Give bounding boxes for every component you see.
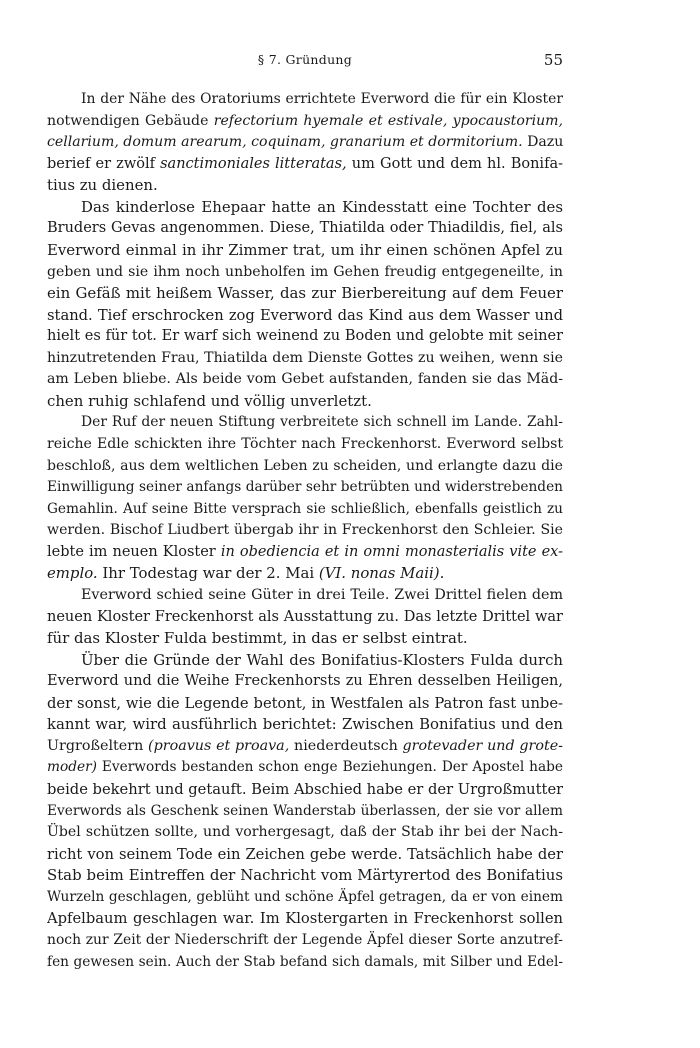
text-line: [47, 542, 563, 564]
text-segment: Einwilligung seiner anfangs darüber sehr betrübten und widerstrebenden: [47, 479, 563, 496]
text-line: [47, 391, 563, 413]
text-line: [47, 650, 563, 672]
text-line: [47, 908, 563, 930]
text-line: [47, 865, 563, 887]
text-segment: Bruders Gevas angenommen. Diese, Thiatilda oder Thiadildis, fiel, als: [47, 220, 563, 237]
text-line: [47, 585, 563, 607]
text-segment: tius zu dienen.: [47, 176, 158, 195]
text-segment: am Leben bliebe. Als beide vom Gebet aufstanden, fanden sie das Mäd-: [47, 371, 563, 388]
text-line: [47, 952, 563, 974]
italic-text-segment: emplo.: [47, 564, 98, 583]
text-line: [47, 801, 563, 823]
text-segment: um Gott und dem hl. Bonifa-: [346, 155, 563, 172]
text-line: [47, 218, 563, 240]
italic-text-segment: sanctimoniales litteratas,: [160, 155, 347, 172]
text-line: [47, 779, 563, 801]
running-head: § 7. Gründung: [257, 52, 353, 67]
text-line: [47, 628, 563, 650]
text-line: [47, 283, 563, 305]
text-segment: Gemahlin. Auf seine Bitte versprach sie schließlich, ebenfalls geistlich zu: [47, 500, 563, 517]
text-segment: lebte im neuen Kloster: [47, 543, 221, 560]
text-segment: Übel schützen sollte, und vorhergesagt, daß der Stab ihr bei der Nach-: [47, 824, 563, 841]
text-line: [47, 930, 563, 952]
text-segment: fen gewesen sein. Auch der Stab befand sich damals, mit Silber und Edel-: [47, 953, 563, 970]
text-line: [47, 154, 563, 176]
text-segment: Everword und die Weihe Freckenhorsts zu Ehren desselben Heiligen,: [47, 673, 563, 690]
italic-text-segment: grotevader und grote-: [402, 737, 563, 754]
text-segment: werden. Bischof Liudbert übergab ihr in Freckenhorst den Schleier. Sie: [47, 522, 563, 539]
text-line: [47, 197, 563, 219]
text-segment: für das Kloster Fulda bestimmt, in das er selbst eintrat.: [47, 629, 468, 648]
italic-text-segment: in obediencia et in omni monasterialis vite ex-: [220, 543, 563, 560]
text-segment: notwendigen Gebäude: [47, 112, 214, 129]
text-line: [47, 499, 563, 521]
text-segment: Urgroßeltern: [47, 737, 149, 754]
text-segment: ein Gefäß mit heißem Wasser, das zur Bierbereitung auf dem Feuer: [47, 284, 563, 303]
text-segment: reiche Edle schickten ihre Töchter nach Freckenhorst. Everword selbst: [47, 436, 563, 452]
text-segment: In der Nähe des Oratoriums errichtete Everword die für ein Kloster: [81, 91, 563, 107]
text-line: [47, 240, 563, 262]
text-segment: Ihr Todestag war der 2. Mai: [97, 564, 319, 583]
text-line: [47, 89, 563, 111]
italic-text-segment: cellarium, domum arearum, coquinam, granarium et dormitorium.: [47, 134, 523, 151]
text-line: [47, 412, 563, 434]
italic-text-segment: (VI. nonas Maii).: [318, 564, 445, 583]
text-line: [47, 326, 563, 348]
body-text: [47, 89, 563, 973]
page-number: 55: [543, 51, 563, 69]
text-segment: berief er zwölf: [47, 155, 161, 172]
text-segment: chen ruhig schlafend und völlig unverletzt.: [47, 391, 372, 410]
italic-text-segment: moder): [47, 759, 97, 776]
text-segment: Das kinderlose Ehepaar hatte an Kindesstatt eine Tochter des: [81, 197, 563, 216]
page-header: [47, 52, 563, 76]
text-segment: Der Ruf der neuen Stiftung verbreitete sich schnell im Lande. Zahl-: [81, 414, 563, 431]
text-segment: beide bekehrt und getauft. Beim Abschied habe er der Urgroßmutter: [47, 781, 563, 798]
text-segment: kannt war, wird ausführlich berichtet: Zwischen Bonifatius und den: [47, 715, 563, 734]
text-segment: neuen Kloster Freckenhorst als Ausstattung zu. Das letzte Drittel war: [47, 608, 563, 625]
text-line: [47, 477, 563, 499]
text-segment: richt von seinem Tode ein Zeichen gebe werde. Tatsächlich habe der: [47, 845, 563, 863]
text-line: [47, 369, 563, 391]
text-line: [47, 434, 563, 456]
text-segment: noch zur Zeit der Niederschrift der Legende Äpfel dieser Sorte anzutref-: [47, 931, 563, 948]
text-segment: hielt es für tot. Er warf sich weinend zu Boden und gelobte mit seiner: [47, 328, 563, 345]
text-line: [47, 175, 563, 197]
text-line: [47, 822, 563, 844]
text-segment: hinzutretenden Frau, Thiatilda dem Dienste Gottes zu weihen, wenn sie: [47, 349, 563, 366]
text-line: [47, 563, 563, 585]
text-line: [47, 607, 563, 629]
text-line: [47, 693, 563, 715]
text-segment: Everwords bestanden schon enge Beziehungen. Der Apostel habe: [96, 759, 563, 776]
text-line: [47, 132, 563, 154]
text-segment: Über die Gründe der Wahl des Bonifatius-Klosters Fulda durch: [81, 650, 563, 669]
text-segment: der sonst, wie die Legende betont, in Westfalen als Patron fast unbe-: [47, 694, 563, 712]
text-line: [47, 736, 563, 758]
text-segment: geben und sie ihm noch unbeholfen im Gehen freudig entgegeneilte, in: [47, 263, 563, 280]
text-line: [47, 456, 563, 478]
italic-text-segment: refectorium hyemale et estivale, ypocaustorium,: [213, 112, 563, 129]
text-segment: Wurzeln geschlagen, geblüht und schöne Äpfel getragen, da er von einem: [47, 888, 563, 905]
text-line: [47, 348, 563, 370]
text-line: [47, 520, 563, 542]
text-line: [47, 305, 563, 327]
text-segment: Everword einmal in ihr Zimmer trat, um ihr einen schönen Apfel zu: [47, 240, 563, 259]
italic-text-segment: (proavus et proava,: [148, 737, 290, 754]
text-segment: Stab beim Eintreffen der Nachricht vom Märtyrertod des Bonifatius: [47, 866, 563, 885]
text-segment: Dazu: [522, 134, 563, 151]
text-segment: Apfelbaum geschlagen war. Im Klostergarten in Freckenhorst sollen: [47, 910, 563, 928]
text-line: [47, 757, 563, 779]
text-line: [47, 844, 563, 866]
text-line: [47, 111, 563, 133]
text-line: [47, 671, 563, 693]
text-segment: Everword schied seine Güter in drei Teile. Zwei Drittel fielen dem: [81, 586, 563, 603]
text-segment: stand. Tief erschrocken zog Everword das Kind aus dem Wasser und: [47, 306, 563, 324]
text-line: [47, 714, 563, 736]
text-segment: beschloß, aus dem weltlichen Leben zu scheiden, und erlangte dazu die: [47, 457, 563, 474]
text-segment: niederdeutsch: [289, 737, 403, 754]
text-line: [47, 262, 563, 284]
text-segment: Everwords als Geschenk seinen Wanderstab überlassen, der sie vor allem: [47, 802, 563, 819]
text-line: [47, 887, 563, 909]
